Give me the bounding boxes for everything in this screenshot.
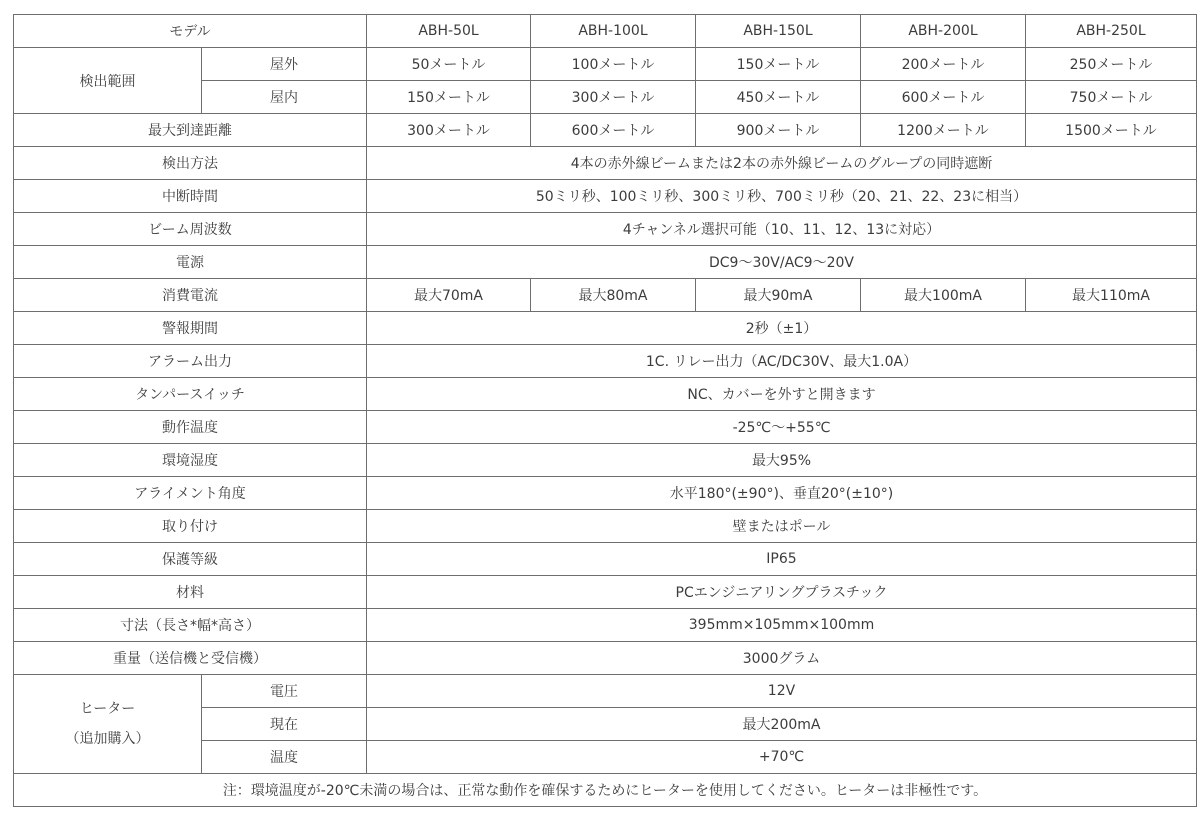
power-supply-label: 電源: [14, 246, 367, 279]
beam-frequency-label: ビーム周波数: [14, 213, 367, 246]
alarm-output-value: 1C. リレー出力（AC/DC30V、最大1.0A）: [367, 345, 1197, 378]
power-consumption-value: 最大70mA: [367, 279, 531, 312]
indoor-value: 750メートル: [1026, 81, 1197, 114]
heater-current-label: 現在: [202, 708, 367, 741]
indoor-value: 600メートル: [861, 81, 1026, 114]
table-row-material: [14, 576, 1197, 609]
material-value: PCエンジニアリングプラスチック: [367, 576, 1197, 609]
heater-label-cell: [14, 675, 202, 774]
env-humidity-value: 最大95%: [367, 444, 1197, 477]
heater-temperature-value: +70℃: [367, 741, 1197, 774]
power-supply-value: DC9～30V/AC9～20V: [367, 246, 1197, 279]
tamper-switch-value: NC、カバーを外すと開きます: [367, 378, 1197, 411]
model-label: モデル: [14, 15, 367, 48]
model-name: ABH-150L: [696, 15, 861, 48]
table-row-max-reach: [14, 114, 1197, 147]
indoor-value: 150メートル: [367, 81, 531, 114]
table-row-power-supply: [14, 246, 1197, 279]
env-humidity-label: 環境湿度: [14, 444, 367, 477]
power-consumption-value: 最大100mA: [861, 279, 1026, 312]
table-row-alarm-period: [14, 312, 1197, 345]
dimensions-value: 395mm×105mm×100mm: [367, 609, 1197, 642]
max-reach-value: 900メートル: [696, 114, 861, 147]
outdoor-value: 150メートル: [696, 48, 861, 81]
table-row-beam-frequency: [14, 213, 1197, 246]
weight-value: 3000グラム: [367, 642, 1197, 675]
detection-range-label: 検出範囲: [14, 48, 202, 114]
power-consumption-value: 最大90mA: [696, 279, 861, 312]
table-row-env-humidity: [14, 444, 1197, 477]
detection-method-label: 検出方法: [14, 147, 367, 180]
table-row-alarm-output: [14, 345, 1197, 378]
alarm-period-value: 2秒（±1）: [367, 312, 1197, 345]
model-name: ABH-100L: [531, 15, 696, 48]
table-row-dimensions: [14, 609, 1197, 642]
table-row-mounting: [14, 510, 1197, 543]
outdoor-value: 200メートル: [861, 48, 1026, 81]
spec-table: [13, 14, 1197, 807]
model-name: ABH-250L: [1026, 15, 1197, 48]
tamper-switch-label: タンパースイッチ: [14, 378, 367, 411]
spec-table-container: [13, 14, 1197, 807]
table-row-note: [14, 774, 1197, 807]
outdoor-label: 屋外: [202, 48, 367, 81]
model-name: ABH-50L: [367, 15, 531, 48]
table-row-alignment-angle: [14, 477, 1197, 510]
max-reach-label: 最大到達距離: [14, 114, 367, 147]
alignment-angle-value: 水平180°(±90°)、垂直20°(±10°): [367, 477, 1197, 510]
heater-temperature-label: 温度: [202, 741, 367, 774]
note-text: 注：環境温度が-20℃未満の場合は、正常な動作を確保するためにヒーターを使用してください。ヒーターは非極性です。: [14, 774, 1197, 807]
heater-current-value: 最大200mA: [367, 708, 1197, 741]
dimensions-label: 寸法（長さ*幅*高さ）: [14, 609, 367, 642]
table-row-model: [14, 15, 1197, 48]
heater-voltage-value: 12V: [367, 675, 1197, 708]
outdoor-value: 250メートル: [1026, 48, 1197, 81]
table-row-heater-voltage: [14, 675, 1197, 708]
weight-label: 重量（送信機と受信機）: [14, 642, 367, 675]
table-row-power-consumption: [14, 279, 1197, 312]
beam-frequency-value: 4チャンネル選択可能（10、11、12、13に対応）: [367, 213, 1197, 246]
indoor-label: 屋内: [202, 81, 367, 114]
table-row-tamper-switch: [14, 378, 1197, 411]
alignment-angle-label: アライメント角度: [14, 477, 367, 510]
model-name: ABH-200L: [861, 15, 1026, 48]
interruption-time-value: 50ミリ秒、100ミリ秒、300ミリ秒、700ミリ秒（20、21、22、23に相当）: [367, 180, 1197, 213]
indoor-value: 450メートル: [696, 81, 861, 114]
operating-temp-label: 動作温度: [14, 411, 367, 444]
max-reach-value: 600メートル: [531, 114, 696, 147]
power-consumption-value: 最大80mA: [531, 279, 696, 312]
outdoor-value: 100メートル: [531, 48, 696, 81]
power-consumption-label: 消費電流: [14, 279, 367, 312]
heater-sublabel: （追加購入）: [65, 731, 150, 747]
max-reach-value: 1500メートル: [1026, 114, 1197, 147]
table-row-detection-method: [14, 147, 1197, 180]
operating-temp-value: -25℃～+55℃: [367, 411, 1197, 444]
mounting-label: 取り付け: [14, 510, 367, 543]
detection-method-value: 4本の赤外線ビームまたは2本の赤外線ビームのグループの同時遮断: [367, 147, 1197, 180]
mounting-value: 壁またはポール: [367, 510, 1197, 543]
max-reach-value: 300メートル: [367, 114, 531, 147]
table-row-operating-temp: [14, 411, 1197, 444]
table-row-weight: [14, 642, 1197, 675]
protection-class-label: 保護等級: [14, 543, 367, 576]
material-label: 材料: [14, 576, 367, 609]
heater-voltage-label: 電圧: [202, 675, 367, 708]
max-reach-value: 1200メートル: [861, 114, 1026, 147]
table-row-detection-outdoor: [14, 48, 1197, 81]
protection-class-value: IP65: [367, 543, 1197, 576]
power-consumption-value: 最大110mA: [1026, 279, 1197, 312]
outdoor-value: 50メートル: [367, 48, 531, 81]
table-row-interruption-time: [14, 180, 1197, 213]
indoor-value: 300メートル: [531, 81, 696, 114]
table-row-protection-class: [14, 543, 1197, 576]
alarm-output-label: アラーム出力: [14, 345, 367, 378]
alarm-period-label: 警報期間: [14, 312, 367, 345]
heater-label: ヒーター: [79, 701, 136, 717]
interruption-time-label: 中断時間: [14, 180, 367, 213]
